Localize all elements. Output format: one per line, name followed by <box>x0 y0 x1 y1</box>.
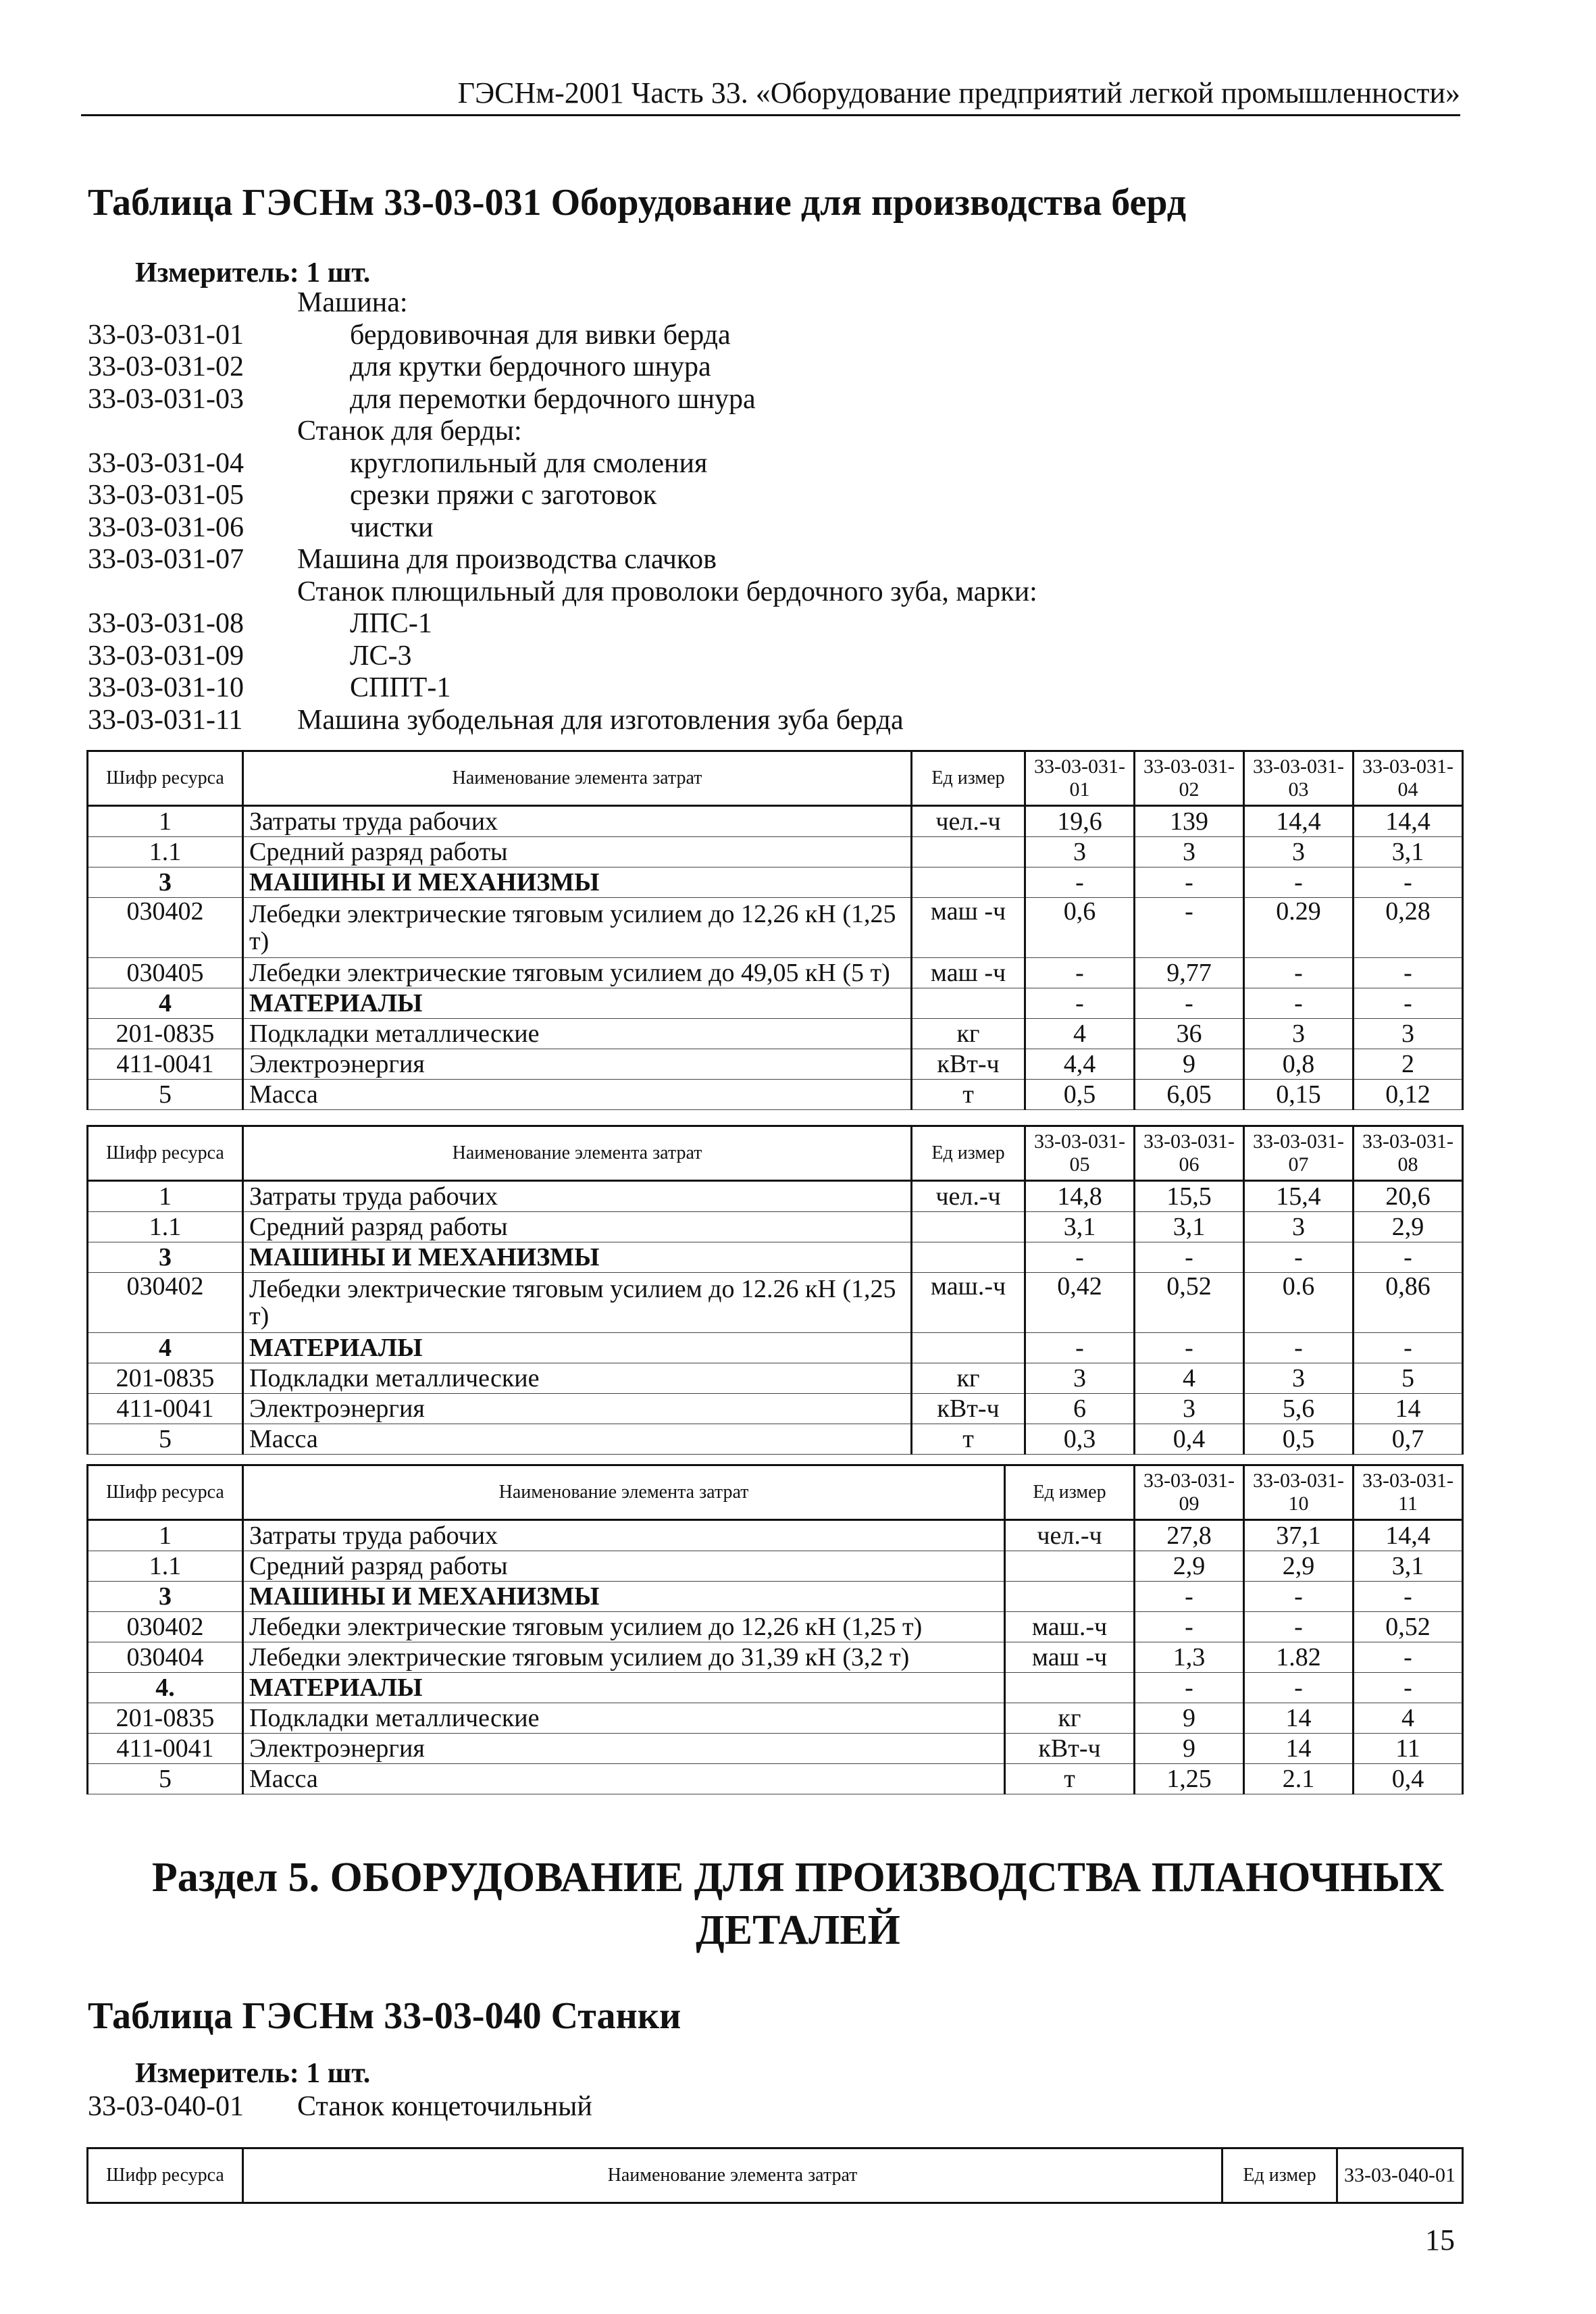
resource-code: 030402 <box>88 1273 243 1333</box>
norm-value: 0,4 <box>1354 1764 1463 1794</box>
item-row <box>88 480 1371 512</box>
norm-value: - <box>1244 1582 1354 1612</box>
resource-code: 030402 <box>88 898 243 958</box>
header-code: Шифр ресурса <box>88 1465 243 1520</box>
resource-unit: маш -ч <box>912 958 1025 988</box>
item-row <box>88 608 1371 640</box>
header-norm-code: 33-03-031-03 <box>1244 751 1354 806</box>
table-row <box>88 1049 1463 1080</box>
item-text: Машина: <box>297 287 408 318</box>
norm-value: 2.1 <box>1244 1764 1354 1794</box>
header-norm-code: 33-03-031-01 <box>1025 751 1135 806</box>
resource-name: Лебедки электрические тяговым усилием до 31,39 кН (3,2 т) <box>243 1642 1005 1673</box>
norm-value: 15,4 <box>1244 1181 1354 1212</box>
table-row <box>88 1080 1463 1110</box>
resource-unit <box>912 1333 1025 1363</box>
norm-value: - <box>1244 958 1354 988</box>
resource-code: 201-0835 <box>88 1703 243 1734</box>
item-text: СППТ-1 <box>350 672 451 703</box>
norm-value: - <box>1244 988 1354 1019</box>
resource-unit: кВт-ч <box>912 1394 1025 1424</box>
item-code: 33-03-031-03 <box>88 383 244 415</box>
norm-value: 0,3 <box>1025 1424 1135 1455</box>
table-title: Таблица ГЭСНм 33-03-031 Оборудование для производства берд <box>88 182 1187 224</box>
norm-value: 3 <box>1244 1363 1354 1394</box>
resource-code: 5 <box>88 1424 243 1455</box>
resource-name: МАШИНЫ И МЕХАНИЗМЫ <box>243 867 912 898</box>
norm-value: - <box>1135 1612 1244 1642</box>
header-unit: Ед измер <box>912 751 1025 806</box>
resource-code: 1.1 <box>88 1212 243 1242</box>
norm-value: 14,4 <box>1354 806 1463 837</box>
table-row <box>88 1673 1463 1703</box>
resource-unit <box>912 988 1025 1019</box>
item-row <box>88 416 1371 448</box>
resource-code: 411-0041 <box>88 1394 243 1424</box>
norm-value: 0,86 <box>1354 1273 1463 1333</box>
table-row <box>88 1582 1463 1612</box>
resource-unit: чел.-ч <box>912 1181 1025 1212</box>
resource-name: Подкладки металлические <box>243 1019 912 1049</box>
norm-value: - <box>1354 1333 1463 1363</box>
norm-value: - <box>1354 1582 1463 1612</box>
resource-name: Затраты труда рабочих <box>243 1520 1005 1551</box>
norm-value: 2,9 <box>1244 1551 1354 1582</box>
resource-name: Электроэнергия <box>243 1394 912 1424</box>
header-unit: Ед измер <box>1005 1465 1135 1520</box>
norm-value: 0,12 <box>1354 1080 1463 1110</box>
norm-value: 3 <box>1025 1363 1135 1394</box>
item-code: 33-03-031-06 <box>88 511 244 543</box>
table-row <box>88 1612 1463 1642</box>
resource-unit: чел.-ч <box>912 806 1025 837</box>
table-row <box>88 1019 1463 1049</box>
norm-value: 5 <box>1354 1363 1463 1394</box>
item-text: бердовивочная для вивки берда <box>350 319 731 351</box>
resource-table-2 <box>86 1125 1464 1455</box>
meter-label-2: Измеритель: 1 шт. <box>135 2058 371 2089</box>
norm-value: 3 <box>1135 837 1244 867</box>
resource-name: МАТЕРИАЛЫ <box>243 988 912 1019</box>
norm-value: - <box>1135 1333 1244 1363</box>
item-row <box>88 705 1371 737</box>
item-row <box>88 672 1371 705</box>
resource-code: 1 <box>88 1181 243 1212</box>
resource-name: Подкладки металлические <box>243 1703 1005 1734</box>
resource-code: 201-0835 <box>88 1019 243 1049</box>
norm-value: 14,4 <box>1354 1520 1463 1551</box>
resource-name: Средний разряд работы <box>243 1551 1005 1582</box>
norm-value: - <box>1025 988 1135 1019</box>
resource-code: 1.1 <box>88 837 243 867</box>
norm-value: 0,52 <box>1354 1612 1463 1642</box>
norm-value: - <box>1135 867 1244 898</box>
resource-unit <box>912 1242 1025 1273</box>
resource-unit: маш -ч <box>912 898 1025 958</box>
table-header-row <box>88 1126 1463 1181</box>
norm-value: 0,4 <box>1135 1424 1244 1455</box>
item-row <box>88 287 1371 320</box>
item-code <box>88 287 297 320</box>
item-row <box>88 640 1371 673</box>
norm-value: - <box>1135 988 1244 1019</box>
norm-value: - <box>1025 1333 1135 1363</box>
resource-code: 1 <box>88 806 243 837</box>
item-row <box>88 320 1371 352</box>
table-row <box>88 1394 1463 1424</box>
resource-name: МАТЕРИАЛЫ <box>243 1333 912 1363</box>
table-row <box>88 1734 1463 1764</box>
norm-value: 3,1 <box>1354 1551 1463 1582</box>
table-row <box>88 867 1463 898</box>
table-row <box>88 1212 1463 1242</box>
resource-code: 4. <box>88 1673 243 1703</box>
resource-code: 030404 <box>88 1642 243 1673</box>
norm-value: 4 <box>1025 1019 1135 1049</box>
norm-value: 1.82 <box>1244 1642 1354 1673</box>
norm-value: - <box>1244 1242 1354 1273</box>
item-code: 33-03-031-09 <box>88 640 244 672</box>
resource-table-1 <box>86 750 1464 1110</box>
header-norm-code: 33-03-031-06 <box>1135 1126 1244 1181</box>
item-text: для перемотки бердочного шнура <box>350 383 756 415</box>
table-header-row <box>88 751 1463 806</box>
norm-value: 3 <box>1244 837 1354 867</box>
item-text: Станок концеточильный <box>297 2091 592 2122</box>
norm-value: - <box>1244 1333 1354 1363</box>
table-header-row <box>88 1465 1463 1520</box>
resource-unit: маш -ч <box>1005 1642 1135 1673</box>
norm-value: 19,6 <box>1025 806 1135 837</box>
resource-name: Электроэнергия <box>243 1734 1005 1764</box>
item-text: Машина зубодельная для изготовления зуба берда <box>297 704 904 736</box>
table-row <box>88 837 1463 867</box>
norm-value: 11 <box>1354 1734 1463 1764</box>
item-row <box>88 384 1371 416</box>
norm-value: 9,77 <box>1135 958 1244 988</box>
item-row-040-01 <box>88 2090 592 2123</box>
item-code: 33-03-031-11 <box>88 704 243 736</box>
table-row <box>88 1764 1463 1794</box>
norm-value: 4 <box>1135 1363 1244 1394</box>
norm-value: 1,25 <box>1135 1764 1244 1794</box>
resource-name: Лебедки электрические тяговым усилием до 12,26 кН (1,25 т) <box>243 898 912 958</box>
header-code: Шифр ресурса <box>88 2148 243 2203</box>
resource-name: Масса <box>243 1080 912 1110</box>
norm-value: 14 <box>1244 1703 1354 1734</box>
norm-value: 0,6 <box>1025 898 1135 958</box>
norm-value: 0,5 <box>1025 1080 1135 1110</box>
resource-code: 1 <box>88 1520 243 1551</box>
header-norm-code: 33-03-031-11 <box>1354 1465 1463 1520</box>
table-row <box>88 1181 1463 1212</box>
header-norm-code: 33-03-031-07 <box>1244 1126 1354 1181</box>
resource-name: Средний разряд работы <box>243 1212 912 1242</box>
resource-name: Масса <box>243 1764 1005 1794</box>
item-code: 33-03-031-05 <box>88 480 244 511</box>
item-row <box>88 576 1371 609</box>
resource-unit: т <box>912 1424 1025 1455</box>
norm-value: 14,8 <box>1025 1181 1135 1212</box>
item-code: 33-03-031-04 <box>88 447 244 479</box>
resource-code: 1.1 <box>88 1551 243 1582</box>
norm-value: 3 <box>1354 1019 1463 1049</box>
header-code: Шифр ресурса <box>88 1126 243 1181</box>
header-code: Шифр ресурса <box>88 751 243 806</box>
item-text: ЛПС-1 <box>350 608 432 639</box>
item-text: Станок для берды: <box>297 416 522 447</box>
table-row <box>88 1424 1463 1455</box>
norm-value: 3,1 <box>1354 837 1463 867</box>
item-code <box>88 416 297 448</box>
header-name: Наименование элемента затрат <box>243 1126 912 1181</box>
norm-value: - <box>1135 1673 1244 1703</box>
norm-value: 4,4 <box>1025 1049 1135 1080</box>
resource-table-4 <box>86 2147 1464 2204</box>
resource-name: Затраты труда рабочих <box>243 1181 912 1212</box>
resource-code: 3 <box>88 1242 243 1273</box>
resource-code: 3 <box>88 1582 243 1612</box>
norm-value: 4 <box>1354 1703 1463 1734</box>
item-code: 33-03-031-10 <box>88 672 244 703</box>
header-norm-code: 33-03-031-04 <box>1354 751 1463 806</box>
header-norm-code: 33-03-031-10 <box>1244 1465 1354 1520</box>
norm-value: - <box>1135 898 1244 958</box>
header-norm-code: 33-03-031-02 <box>1135 751 1244 806</box>
norm-value: 0,7 <box>1354 1424 1463 1455</box>
norm-value: 14 <box>1354 1394 1463 1424</box>
table-row <box>88 1273 1463 1333</box>
resource-unit: чел.-ч <box>1005 1520 1135 1551</box>
norm-value: 3 <box>1025 837 1135 867</box>
norm-value: 2,9 <box>1135 1551 1244 1582</box>
resource-name: МАШИНЫ И МЕХАНИЗМЫ <box>243 1242 912 1273</box>
norm-value: 15,5 <box>1135 1181 1244 1212</box>
page-number: 15 <box>1425 2223 1455 2257</box>
norm-value: 27,8 <box>1135 1520 1244 1551</box>
table-row <box>88 1242 1463 1273</box>
norm-value: - <box>1135 1242 1244 1273</box>
norm-value: - <box>1354 867 1463 898</box>
table-header-row <box>88 2148 1463 2203</box>
norm-value: - <box>1025 958 1135 988</box>
item-code: 33-03-031-08 <box>88 608 244 639</box>
header-name: Наименование элемента затрат <box>243 1465 1005 1520</box>
item-text: круглопильный для смоления <box>350 447 708 479</box>
norm-value: 20,6 <box>1354 1181 1463 1212</box>
table-row <box>88 958 1463 988</box>
item-text: чистки <box>350 511 434 543</box>
norm-value: 0.29 <box>1244 898 1354 958</box>
norm-value: - <box>1354 1242 1463 1273</box>
table-row <box>88 1333 1463 1363</box>
norm-value: 6,05 <box>1135 1080 1244 1110</box>
header-name: Наименование элемента затрат <box>243 2148 1222 2203</box>
resource-table-3 <box>86 1464 1464 1794</box>
resource-code: 5 <box>88 1080 243 1110</box>
resource-code: 201-0835 <box>88 1363 243 1394</box>
resource-unit <box>912 837 1025 867</box>
table-row <box>88 1642 1463 1673</box>
norm-value: 37,1 <box>1244 1520 1354 1551</box>
item-code: 33-03-040-01 <box>88 2091 244 2122</box>
item-row <box>88 512 1371 545</box>
norm-value: 0,8 <box>1244 1049 1354 1080</box>
resource-unit: маш.-ч <box>1005 1612 1135 1642</box>
resource-name: Затраты труда рабочих <box>243 806 912 837</box>
norm-value: - <box>1244 867 1354 898</box>
resource-name: МАТЕРИАЛЫ <box>243 1673 1005 1703</box>
resource-code: 411-0041 <box>88 1734 243 1764</box>
norm-value: 0,15 <box>1244 1080 1354 1110</box>
resource-code: 4 <box>88 1333 243 1363</box>
item-text: для крутки бердочного шнура <box>350 351 711 382</box>
norm-value: - <box>1354 1642 1463 1673</box>
resource-code: 5 <box>88 1764 243 1794</box>
table-row <box>88 1363 1463 1394</box>
resource-name: Лебедки электрические тяговым усилием до 12,26 кН (1,25 т) <box>243 1612 1005 1642</box>
resource-unit <box>912 867 1025 898</box>
resource-unit: кг <box>912 1363 1025 1394</box>
norm-value: 6 <box>1025 1394 1135 1424</box>
resource-unit: кВт-ч <box>1005 1734 1135 1764</box>
resource-unit: кВт-ч <box>912 1049 1025 1080</box>
norm-value: 3 <box>1135 1394 1244 1424</box>
norm-value: 3,1 <box>1135 1212 1244 1242</box>
norm-value: 36 <box>1135 1019 1244 1049</box>
table-row <box>88 988 1463 1019</box>
header-norm-code: 33-03-031-09 <box>1135 1465 1244 1520</box>
norm-value: 139 <box>1135 806 1244 837</box>
table-row <box>88 1520 1463 1551</box>
norm-value: 0,5 <box>1244 1424 1354 1455</box>
header-norm-code: 33-03-031-08 <box>1354 1126 1463 1181</box>
norm-value: 3,1 <box>1025 1212 1135 1242</box>
norm-value: - <box>1244 1673 1354 1703</box>
norm-value: 3 <box>1244 1019 1354 1049</box>
norm-value: - <box>1354 958 1463 988</box>
resource-name: МАШИНЫ И МЕХАНИЗМЫ <box>243 1582 1005 1612</box>
header-unit: Ед измер <box>912 1126 1025 1181</box>
item-code: 33-03-031-07 <box>88 544 244 575</box>
header-name: Наименование элемента затрат <box>243 751 912 806</box>
norm-value: 0,42 <box>1025 1273 1135 1333</box>
header-norm-code: 33-03-031-05 <box>1025 1126 1135 1181</box>
resource-name: Лебедки электрические тяговым усилием до 49,05 кН (5 т) <box>243 958 912 988</box>
header-norm-code: 33-03-040-01 <box>1337 2148 1463 2203</box>
norm-value: 5,6 <box>1244 1394 1354 1424</box>
resource-unit <box>1005 1551 1135 1582</box>
resource-name: Лебедки электрические тяговым усилием до 12.26 кН (1,25 т) <box>243 1273 912 1333</box>
resource-unit <box>912 1212 1025 1242</box>
norm-value: 0,28 <box>1354 898 1463 958</box>
norm-value: 9 <box>1135 1049 1244 1080</box>
resource-unit: т <box>1005 1764 1135 1794</box>
resource-unit <box>1005 1673 1135 1703</box>
norm-value: 14 <box>1244 1734 1354 1764</box>
section-title: Раздел 5. ОБОРУДОВАНИЕ ДЛЯ ПРОИЗВОДСТВА ПЛАНОЧНЫХ ДЕТАЛЕЙ <box>151 1855 1445 1953</box>
table-row <box>88 1703 1463 1734</box>
norm-value: - <box>1025 867 1135 898</box>
resource-name: Электроэнергия <box>243 1049 912 1080</box>
resource-unit: кг <box>912 1019 1025 1049</box>
resource-code: 030405 <box>88 958 243 988</box>
item-list <box>88 287 1371 736</box>
norm-value: 9 <box>1135 1734 1244 1764</box>
norm-value: - <box>1244 1612 1354 1642</box>
table-title-2: Таблица ГЭСНм 33-03-040 Станки <box>88 1995 681 2037</box>
resource-name: Подкладки металлические <box>243 1363 912 1394</box>
table-row <box>88 1551 1463 1582</box>
item-row <box>88 448 1371 480</box>
norm-value: 9 <box>1135 1703 1244 1734</box>
item-text: Станок плющильный для проволоки бердочного зуба, марки: <box>297 576 1037 607</box>
resource-unit: кг <box>1005 1703 1135 1734</box>
item-code <box>88 576 297 609</box>
resource-name: Масса <box>243 1424 912 1455</box>
item-text: ЛС-3 <box>350 640 412 672</box>
norm-value: 3 <box>1244 1212 1354 1242</box>
norm-value: 2 <box>1354 1049 1463 1080</box>
resource-name: Средний разряд работы <box>243 837 912 867</box>
running-header: ГЭСНм-2001 Часть 33. «Оборудование предприятий легкой промышленности» <box>81 76 1460 116</box>
norm-value: - <box>1354 1673 1463 1703</box>
norm-value: 14,4 <box>1244 806 1354 837</box>
norm-value: - <box>1025 1242 1135 1273</box>
item-code: 33-03-031-02 <box>88 351 244 382</box>
header-unit: Ед измер <box>1222 2148 1337 2203</box>
norm-value: 2,9 <box>1354 1212 1463 1242</box>
norm-value: 1,3 <box>1135 1642 1244 1673</box>
resource-code: 411-0041 <box>88 1049 243 1080</box>
table-row <box>88 898 1463 958</box>
resource-code: 3 <box>88 867 243 898</box>
item-row <box>88 544 1371 576</box>
resource-unit: маш.-ч <box>912 1273 1025 1333</box>
norm-value: - <box>1135 1582 1244 1612</box>
item-text: Машина для производства слачков <box>297 544 717 575</box>
item-code: 33-03-031-01 <box>88 319 244 351</box>
norm-value: - <box>1354 988 1463 1019</box>
norm-value: 0.6 <box>1244 1273 1354 1333</box>
meter-label: Измеритель: 1 шт. <box>135 257 371 288</box>
norm-value: 0,52 <box>1135 1273 1244 1333</box>
resource-unit <box>1005 1582 1135 1612</box>
resource-code: 4 <box>88 988 243 1019</box>
item-text: срезки пряжи с заготовок <box>350 480 657 511</box>
resource-code: 030402 <box>88 1612 243 1642</box>
item-row <box>88 351 1371 384</box>
resource-unit: т <box>912 1080 1025 1110</box>
table-row <box>88 806 1463 837</box>
